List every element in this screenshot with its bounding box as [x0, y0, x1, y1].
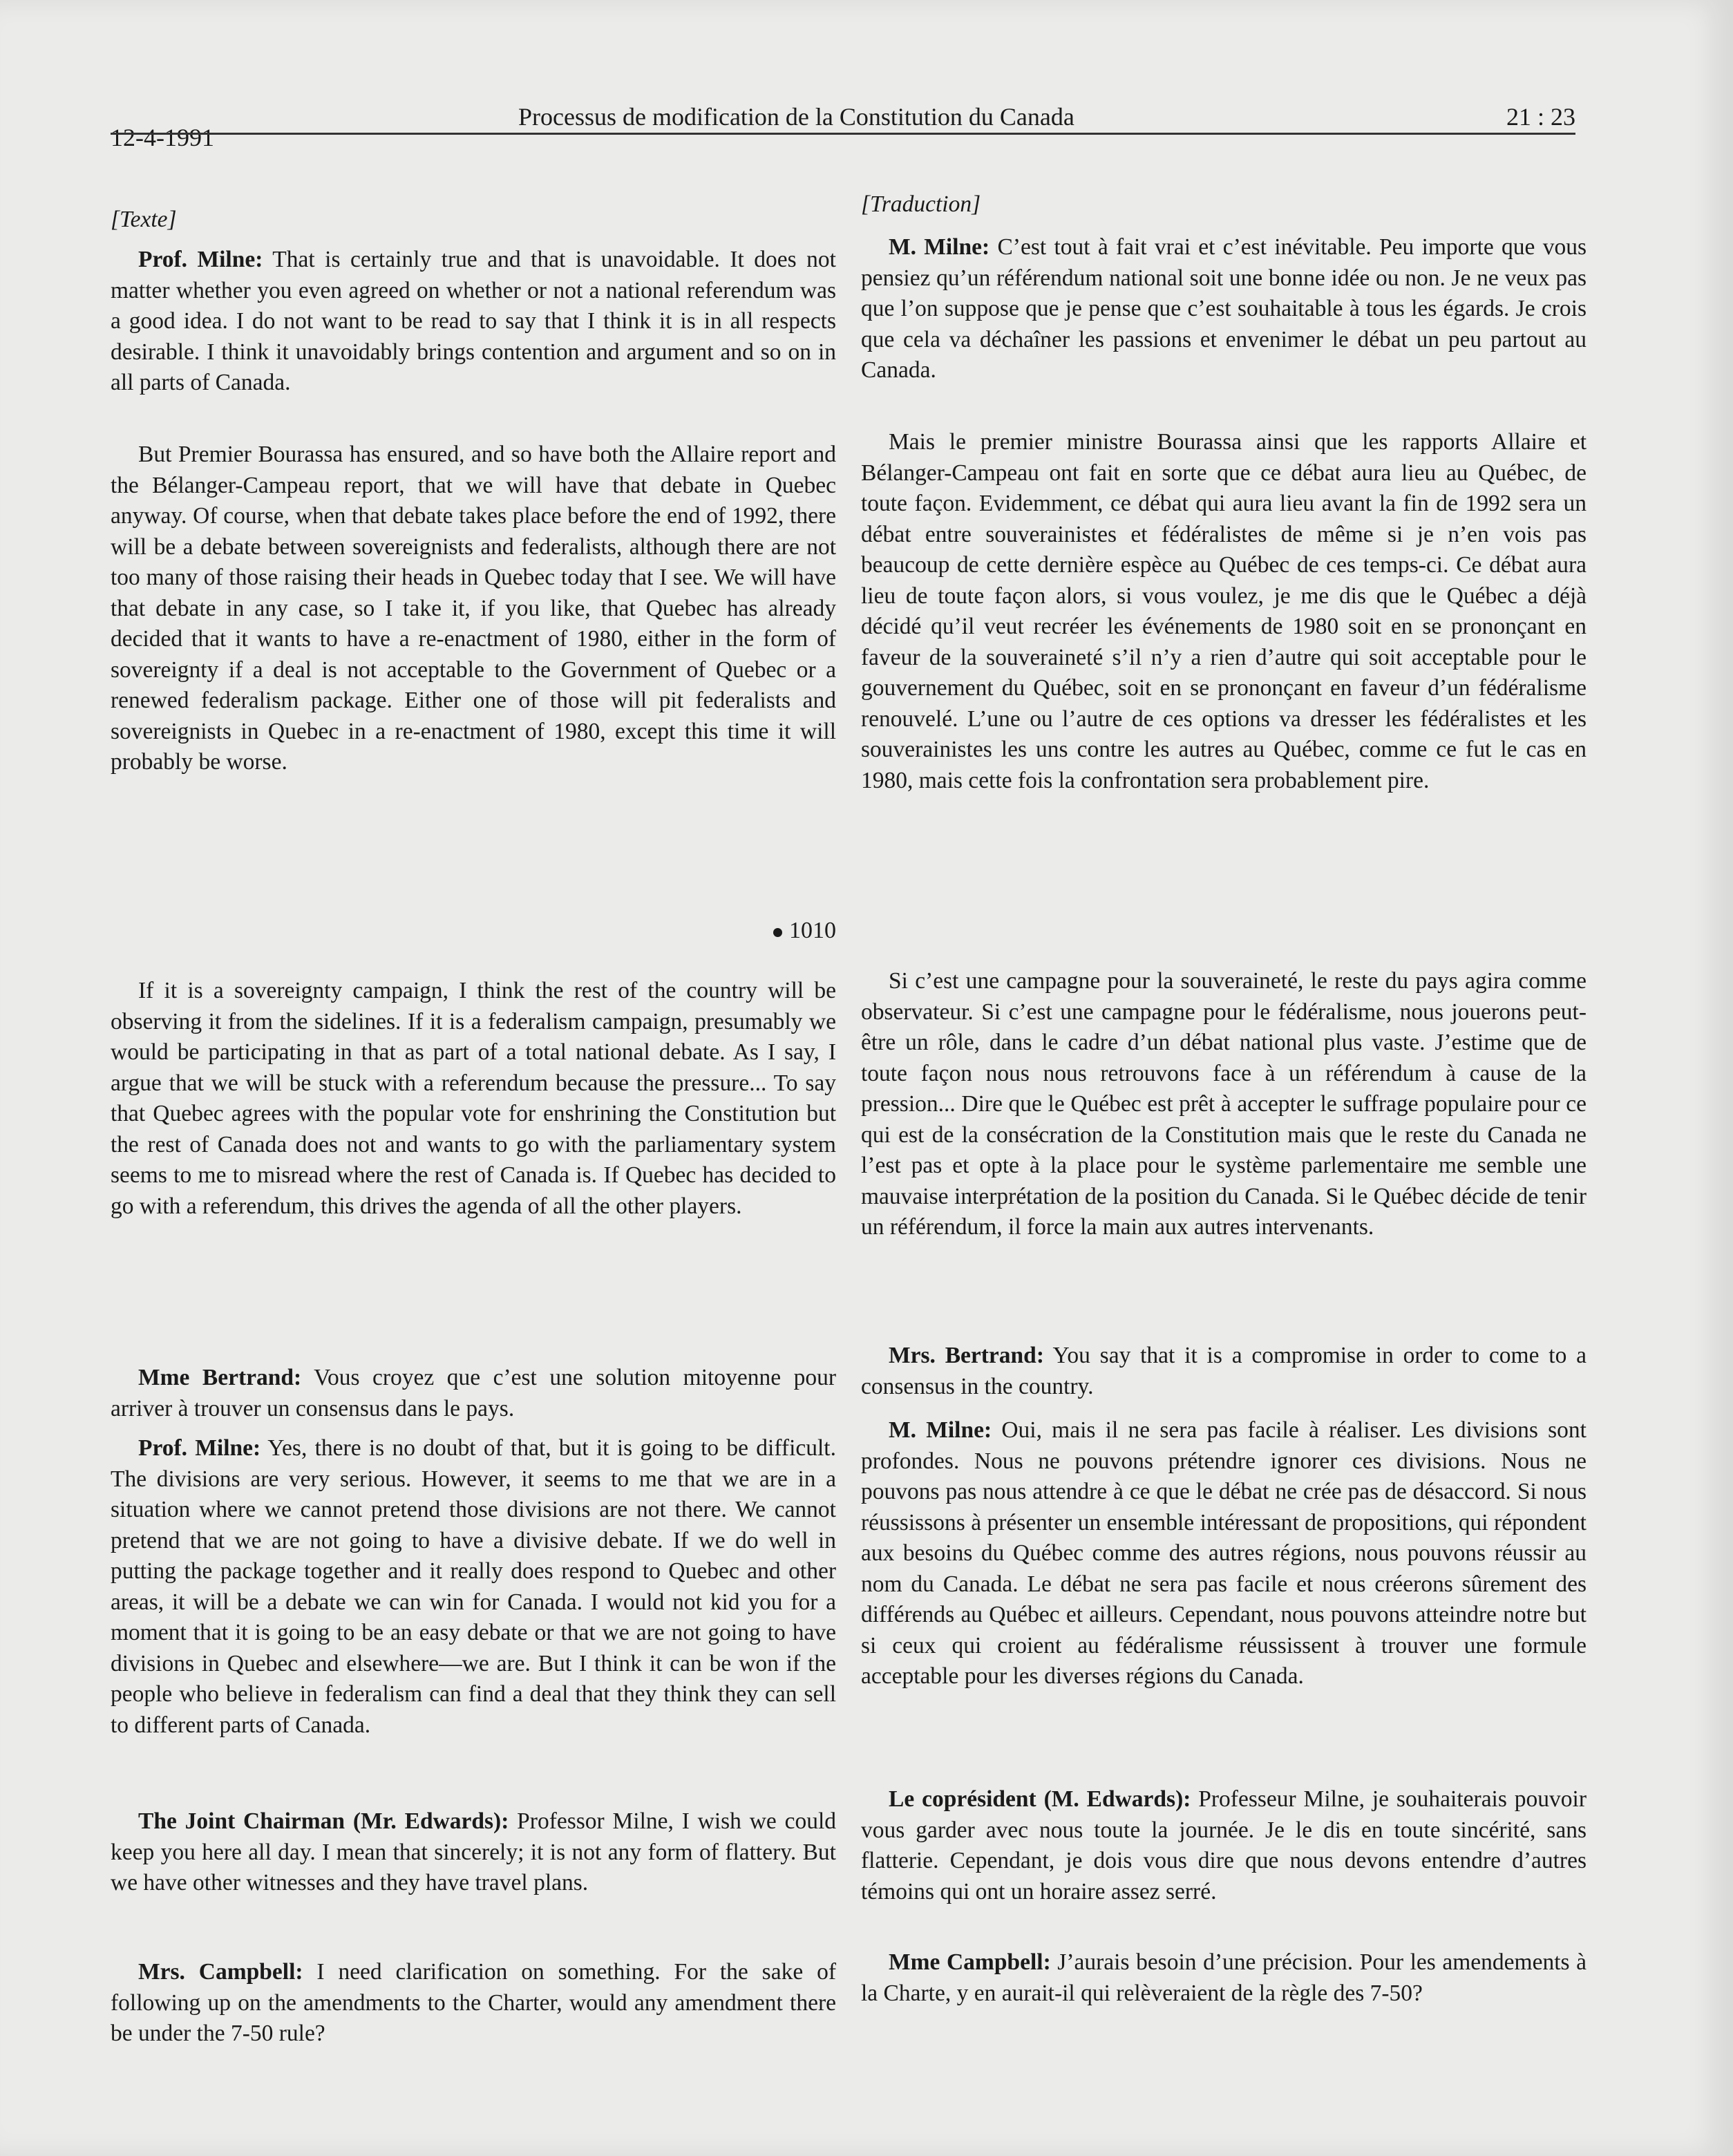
- speaker-name: M. Milne:: [889, 234, 990, 260]
- speech-text: If it is a sovereignty campaign, I think the rest of the country will be observing it from the sidelines. If it is a federalism campaign, presumably we would be participating in that as part of a total national debate. As I say, I argue that we will be stuck with a referendum because the pressure... To say that Quebec agrees with the popular vote for enshrining the Constitution but the rest of Canada does not and wants to go with the parliamentary system seems to me to misread where the rest of Canada is. If Quebec has decided to go with a referendum, this drives the agenda of all the other players.: [111, 978, 836, 1219]
- left-paragraph-6: [111, 1806, 836, 1899]
- page-header: [111, 102, 1575, 151]
- speaker-name: Mrs. Campbell:: [138, 1959, 303, 1985]
- speech-text: Si c’est une campagne pour la souveraineté, le reste du pays agira comme observateur. Si c’est une campagne pour le fédéralisme, nous jouerons peut-être un rôle, dans le cadre d’un débat national plus vaste. J’estime que de toute façon nous nous retrouvons face à un référendum à cause de la pression... Dire que le Québec est prêt à accepter le suffrage populaire pour ce qui est de la consécration de la Constitution mais que le reste du Canada ne l’est pas et opte à la place pour le système parlementaire me semble une mauvaise interprétation de la position du Canada. Si le Québec décide de tenir un référendum, il force la main aux autres intervenants.: [861, 968, 1587, 1240]
- right-column-block-1: [861, 189, 1587, 220]
- speech-text: J’aurais besoin d’une précision. Pour les amendements à la Charte, y en aurait-il qui relèveraient de la règle des 7-50?: [861, 1949, 1587, 2006]
- header-title: Processus de modification de la Constitution du Canada: [518, 103, 1074, 131]
- right-paragraph-6: [861, 1784, 1587, 1907]
- speaker-name: The Joint Chairman (Mr. Edwards):: [138, 1808, 509, 1834]
- left-paragraph-1: [111, 245, 836, 399]
- speech-text: Yes, there is no doubt of that, but it is going to be difficult. The divisions are very serious. However, it seems to me that we are in a situation where we cannot pretend those divisions are not there. We cannot pretend that we are not going to have a divisive debate. If we do well in putting the package together and it really does respond to Quebec and other areas, it will be a debate we can win for Canada. I would not kid you for a moment that it is going to be an easy debate or that we are not going to have divisions in Quebec and elsewhere—we are. But I think it can be won if the people who believe in federalism can find a deal that they think they can sell to different parts of Canada.: [111, 1435, 836, 1738]
- speech-text: Vous croyez que c’est une solution mitoyenne pour arriver à trouver un consensus dans le pays.: [111, 1365, 836, 1421]
- speech-text: That is certainly true and that is unavoidable. It does not matter whether you even agreed on whether or not a national referendum was a good idea. I do not want to be read to say that I think it is in all respects desirable. I think it unavoidably brings contention and argument and so on in all parts of Canada.: [111, 247, 836, 395]
- speech-text: Mais le premier ministre Bourassa ainsi que les rapports Allaire et Bélanger-Campeau ont fait en sorte que ce débat aura lieu au Québec, de toute façon. Evidemment, ce débat qui aura lieu avant la fin de 1992 sera un débat entre souverainistes et fédéralistes de même si je n’en vois pas beaucoup de cette dernière espèce au Québec de ces temps-ci. Ce débat aura lieu de toute façon alors, si vous voulez, je me dis que le Québec a déjà décidé qu’il veut recréer les événements de 1980 soit en se prononçant en faveur de la souveraineté s’il n’y a rien d’autre qui soit acceptable pour le gouvernement du Québec, soit en se prononçant en faveur d’un fédéralisme renouvelé. L’une ou l’autre de ces options va dresser les fédéralistes et les souverainistes les uns contre les autres au Québec, comme ce fut le cas en 1980, mais cette fois la confrontation sera probablement pire.: [861, 429, 1587, 793]
- speaker-name: Le coprésident (M. Edwards):: [889, 1786, 1191, 1812]
- speaker-name: Prof. Milne:: [138, 1435, 261, 1461]
- translation-label: [Traduction]: [861, 191, 981, 217]
- speech-text: You say that it is a compromise in order to come to a consensus in the country.: [861, 1343, 1587, 1399]
- speech-text: Professeur Milne, je souhaiterais pouvoir vous garder avec nous toute la journée. Je le dis en toute sincérité, sans flatterie. Cependant, je dois vous dire que nous devons entendre d’autres témoins qui ont un horaire assez serré.: [861, 1786, 1587, 1904]
- time-marker-value: 1010: [789, 918, 836, 943]
- right-paragraph-3: [861, 966, 1587, 1243]
- right-paragraph-7: [861, 1947, 1587, 2009]
- left-column-block-1: [111, 205, 836, 236]
- speech-text: I need clarification on something. For the sake of following up on the amendments to the Charter, would any amendment there be under the 7-50 rule?: [111, 1959, 836, 2046]
- header-date: 12-4-1991: [111, 124, 214, 151]
- speech-text: But Premier Bourassa has ensured, and so have both the Allaire report and the Bélanger-Campeau report, that we will have that debate in Quebec anyway. Of course, when that debate takes place before the end of 1992, there will be a debate between sovereignists and federalists, although there are not too many of those raising their heads in Quebec today that I see. We will have that debate in any case, so I take it, if you like, that Quebec has already decided that it wants to have a re-enactment of 1980, either in the form of sovereignty if a deal is not acceptable to the Government of Quebec or a renewed federalism package. Either one of those will pit federalists and sovereignists in Quebec in a re-enactment of 1980, except this time it will probably be worse.: [111, 442, 836, 775]
- speaker-name: Mme Bertrand:: [138, 1365, 302, 1390]
- left-paragraph-4: [111, 1363, 836, 1424]
- speech-text: C’est tout à fait vrai et c’est inévitable. Peu importe que vous pensiez qu’un référendum national soit une bonne idée ou non. Je ne veux pas que l’on suppose que je pense que c’est souhaitable à tous les égards. Je crois que cela va déchaîner les passions et envenimer le débat un peu partout au Canada.: [861, 234, 1587, 383]
- left-paragraph-3: [111, 976, 836, 1222]
- left-paragraph-2: [111, 439, 836, 778]
- left-paragraph-5: [111, 1433, 836, 1741]
- right-paragraph-1: [861, 232, 1587, 386]
- bullet-icon: [773, 928, 782, 937]
- speaker-name: Mrs. Bertrand:: [889, 1343, 1044, 1368]
- speech-text: Oui, mais il ne sera pas facile à réaliser. Les divisions sont profondes. Nous ne pouvons prétendre ignorer ces divisions. Nous ne pouvons pas nous attendre à ce que le débat ne crée pas de désaccord. Si nous réussissons à présenter un ensemble intéressant de propositions, qui répondent aux besoins du Québec comme des autres régions, nous pouvons réussir au nom du Canada. Le débat ne sera pas facile et nous créerons sûrement des différends au Québec et ailleurs. Cependant, nous pouvons atteindre notre but si ceux qui croient au fédéralisme réussissent à trouver une formule acceptable pour les diverses régions du Canada.: [861, 1417, 1587, 1689]
- header-rule: [111, 133, 1575, 135]
- time-marker: [691, 918, 836, 944]
- right-paragraph-4: [861, 1341, 1587, 1402]
- right-paragraph-5: [861, 1415, 1587, 1692]
- text-label: [Texte]: [111, 207, 177, 232]
- speaker-name: Prof. Milne:: [138, 247, 263, 272]
- speech-text: Professor Milne, I wish we could keep you here all day. I mean that sincerely; it is not any form of flattery. But we have other witnesses and they have travel plans.: [111, 1808, 837, 1895]
- page-number: 21 : 23: [1506, 103, 1575, 131]
- speaker-name: Mme Campbell:: [889, 1949, 1051, 1975]
- left-paragraph-7: [111, 1957, 836, 2050]
- speaker-name: M. Milne:: [889, 1417, 992, 1443]
- right-paragraph-2: [861, 427, 1587, 796]
